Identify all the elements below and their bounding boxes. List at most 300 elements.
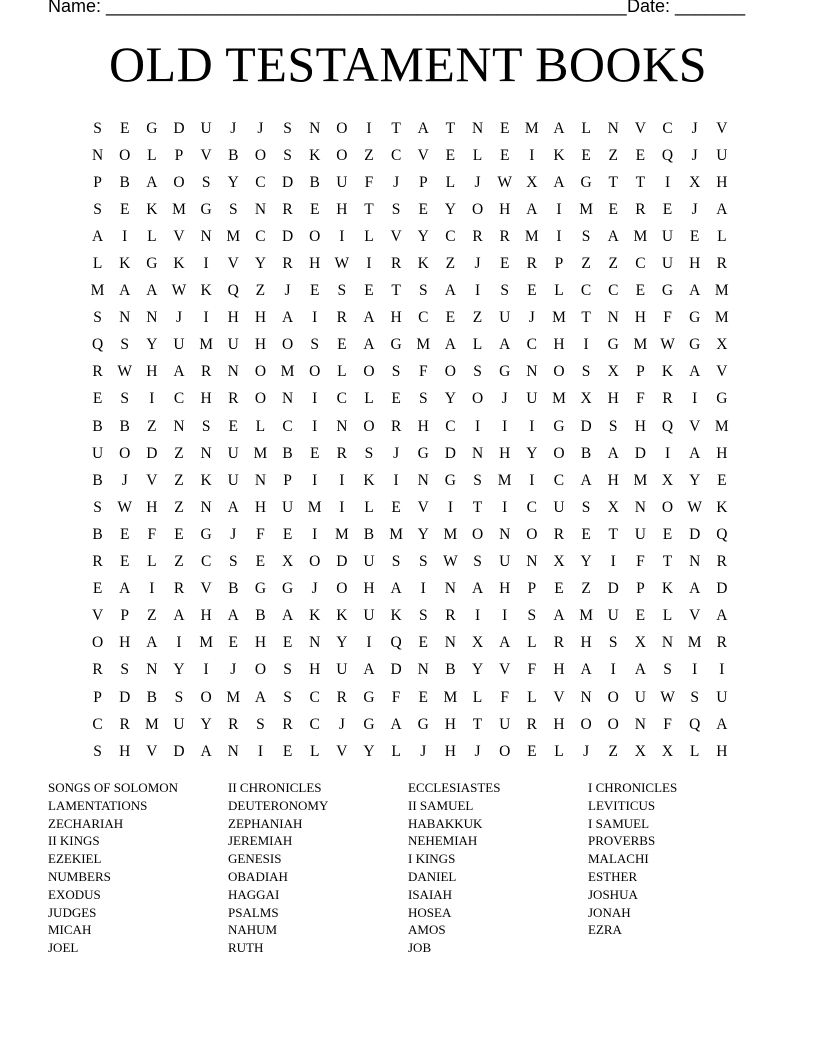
date-field-label: Date: _______ xyxy=(627,0,746,16)
grid-letter: Q xyxy=(661,417,674,435)
grid-letter: Y xyxy=(227,173,239,191)
grid-letter: U xyxy=(526,390,538,408)
grid-letter: P xyxy=(93,688,102,706)
grid-letter: C xyxy=(445,227,456,245)
grid-letter: S xyxy=(93,200,102,218)
grid-letter: G xyxy=(607,336,619,354)
grid-letter: E xyxy=(418,200,428,218)
grid-letter: M xyxy=(633,336,648,354)
grid-letter: O xyxy=(661,498,674,516)
page-title: OLD TESTAMENT BOOKS xyxy=(108,36,708,92)
grid-letter: L xyxy=(364,390,374,408)
grid-letter: O xyxy=(309,363,321,381)
grid-letter: S xyxy=(500,282,509,300)
grid-letter: K xyxy=(417,255,429,273)
word-list-item: II KINGS xyxy=(48,833,100,849)
grid-letter: E xyxy=(309,282,320,300)
word-list-column xyxy=(588,779,768,957)
grid-letter: V xyxy=(716,119,728,137)
grid-letter: J xyxy=(393,444,400,462)
grid-letter: E xyxy=(554,580,564,598)
grid-letter: S xyxy=(337,282,347,300)
grid-letter: I xyxy=(420,580,426,598)
grid-letter: M xyxy=(389,525,404,543)
grid-letter: E xyxy=(119,525,130,543)
grid-letter: Y xyxy=(254,255,267,273)
word-list-item: DEUTERONOMY xyxy=(228,797,329,813)
word-search-grid xyxy=(84,115,735,765)
grid-letter: I xyxy=(610,553,616,571)
grid-letter: F xyxy=(418,363,428,381)
word-list-item: ECCLESIASTES xyxy=(408,780,501,795)
grid-letter: S xyxy=(391,363,401,381)
grid-letter: N xyxy=(91,146,104,164)
grid-letter: O xyxy=(363,363,375,381)
grid-letter: U xyxy=(553,498,565,516)
grid-letter: I xyxy=(339,471,345,489)
word-list-item: MALACHI xyxy=(588,851,649,867)
grid-letter: D xyxy=(634,444,646,462)
grid-letter: G xyxy=(689,336,701,354)
grid-letter: D xyxy=(146,444,158,462)
grid-letter: S xyxy=(473,471,482,489)
grid-letter: A xyxy=(553,119,565,137)
grid-letter: S xyxy=(663,661,672,679)
word-list-item: HOSEA xyxy=(408,904,452,920)
grid-letter: W xyxy=(171,282,187,300)
grid-letter: H xyxy=(553,661,565,679)
grid-letter: E xyxy=(662,525,673,543)
grid-letter: E xyxy=(581,146,591,164)
grid-letter: N xyxy=(200,444,212,462)
grid-letter: I xyxy=(203,309,209,327)
grid-letter: G xyxy=(200,200,212,218)
grid-letter: W xyxy=(687,498,702,516)
grid-letter: H xyxy=(200,607,212,625)
grid-letter: R xyxy=(92,553,103,571)
grid-letter: H xyxy=(417,417,429,435)
grid-letter: S xyxy=(120,661,130,679)
word-list-column xyxy=(48,779,228,957)
grid-letter: S xyxy=(391,200,401,218)
grid-letter: G xyxy=(661,282,674,300)
grid-letter: S xyxy=(201,173,211,191)
grid-letter: K xyxy=(146,200,158,218)
word-list-item: PSALMS xyxy=(228,904,279,920)
grid-letter: R xyxy=(200,363,212,381)
grid-letter: V xyxy=(146,742,158,760)
grid-letter: B xyxy=(119,417,130,435)
grid-letter: U xyxy=(173,336,185,354)
grid-letter: S xyxy=(581,498,591,516)
word-list-item: EZEKIEL xyxy=(48,851,102,867)
grid-letter: K xyxy=(200,282,212,300)
grid-letter: S xyxy=(201,417,211,435)
grid-letter: Y xyxy=(444,390,456,408)
grid-letter: B xyxy=(228,146,239,164)
word-list-item: JOSHUA xyxy=(588,886,638,902)
grid-letter: E xyxy=(418,688,428,706)
grid-letter: E xyxy=(445,146,456,164)
grid-letter: M xyxy=(144,715,159,733)
grid-letter: U xyxy=(91,444,104,462)
grid-letter: R xyxy=(472,227,483,245)
grid-letter: R xyxy=(336,688,347,706)
grid-letter: B xyxy=(580,444,592,462)
grid-letter: H xyxy=(499,580,511,598)
grid-letter: C xyxy=(390,146,402,164)
grid-letter: E xyxy=(581,525,591,543)
grid-letter: Z xyxy=(147,607,157,625)
grid-letter: S xyxy=(581,227,591,245)
grid-letter: U xyxy=(716,688,728,706)
grid-letter: O xyxy=(471,525,484,543)
grid-letter: D xyxy=(716,580,728,598)
grid-letter: R xyxy=(445,607,456,625)
grid-letter: M xyxy=(443,688,458,706)
grid-letter: G xyxy=(689,309,701,327)
grid-letter: V xyxy=(390,227,402,245)
word-list-item: LEVITICUS xyxy=(588,797,656,813)
grid-letter: O xyxy=(254,390,267,408)
grid-letter: E xyxy=(337,336,347,354)
grid-letter: A xyxy=(607,227,619,245)
grid-letter: D xyxy=(173,119,185,137)
grid-letter: N xyxy=(336,417,348,435)
grid-letter: P xyxy=(527,580,537,598)
grid-letter: Z xyxy=(581,580,591,598)
grid-letter: V xyxy=(634,119,646,137)
grid-letter: M xyxy=(172,200,186,218)
grid-letter: C xyxy=(173,390,185,408)
grid-letter: K xyxy=(309,146,321,164)
grid-letter: I xyxy=(149,390,155,408)
grid-letter: O xyxy=(254,146,267,164)
grid-letter: T xyxy=(445,119,456,137)
grid-letter: A xyxy=(580,471,592,489)
grid-letter: Y xyxy=(146,336,158,354)
grid-letter: F xyxy=(636,553,645,571)
grid-letter: S xyxy=(608,634,618,652)
grid-letter: N xyxy=(254,200,267,218)
grid-letter: I xyxy=(583,336,589,354)
grid-letter: S xyxy=(527,607,537,625)
word-list-item: HABAKKUK xyxy=(408,815,483,831)
grid-letter: N xyxy=(200,498,212,516)
grid-letter: I xyxy=(447,498,453,516)
grid-letter: L xyxy=(472,146,483,164)
grid-letter: A xyxy=(444,282,456,300)
grid-letter: O xyxy=(499,742,511,760)
grid-letter: S xyxy=(418,553,428,571)
grid-letter: E xyxy=(119,200,130,218)
grid-letter: A xyxy=(363,309,375,327)
grid-letter: S xyxy=(93,309,102,327)
grid-letter: O xyxy=(471,200,484,218)
grid-letter: A xyxy=(119,580,131,598)
grid-letter: O xyxy=(363,417,375,435)
grid-letter: Y xyxy=(580,553,592,571)
grid-letter: S xyxy=(608,417,618,435)
grid-letter: M xyxy=(443,525,458,543)
grid-letter: B xyxy=(92,417,103,435)
grid-letter: E xyxy=(689,227,700,245)
grid-letter: Y xyxy=(417,525,429,543)
grid-letter: M xyxy=(226,688,241,706)
grid-letter: I xyxy=(312,390,318,408)
word-list-item: HAGGAI xyxy=(228,886,280,902)
grid-letter: U xyxy=(227,444,239,462)
grid-letter: L xyxy=(662,607,673,625)
grid-letter: H xyxy=(254,498,267,516)
grid-letter: M xyxy=(497,471,512,489)
grid-letter: X xyxy=(580,390,592,408)
word-list-item: OBADIAH xyxy=(228,868,288,884)
grid-letter: L xyxy=(717,227,727,245)
grid-letter: H xyxy=(146,363,158,381)
grid-letter: I xyxy=(149,580,155,598)
grid-letter: V xyxy=(200,146,212,164)
grid-letter: C xyxy=(662,119,673,137)
grid-letter: K xyxy=(363,471,375,489)
grid-letter: H xyxy=(716,173,728,191)
grid-letter: O xyxy=(553,363,565,381)
grid-letter: L xyxy=(554,742,564,760)
grid-letter: P xyxy=(554,255,564,273)
grid-letter: L xyxy=(554,282,564,300)
grid-letter: P xyxy=(283,471,292,489)
word-list-item: SONGS OF SOLOMON xyxy=(48,780,179,795)
grid-letter: H xyxy=(119,742,131,760)
grid-letter: T xyxy=(662,553,673,571)
grid-letter: E xyxy=(662,200,673,218)
grid-letter: L xyxy=(364,227,374,245)
word-list-item: EZRA xyxy=(588,922,622,938)
grid-letter: E xyxy=(499,119,510,137)
grid-letter: H xyxy=(444,742,456,760)
grid-letter: O xyxy=(309,553,321,571)
grid-letter: S xyxy=(256,715,265,733)
grid-letter: R xyxy=(282,715,293,733)
grid-letter: L xyxy=(581,119,591,137)
grid-letter: L xyxy=(527,634,537,652)
grid-letter: V xyxy=(689,417,701,435)
grid-letter: Q xyxy=(689,715,701,733)
grid-letter: N xyxy=(417,471,429,489)
grid-letter: N xyxy=(444,634,456,652)
grid-letter: E xyxy=(418,634,428,652)
grid-letter: Z xyxy=(174,498,184,516)
grid-letter: G xyxy=(363,715,375,733)
grid-letter: S xyxy=(93,498,102,516)
grid-letter: R xyxy=(336,309,347,327)
grid-letter: I xyxy=(719,661,725,679)
grid-letter: A xyxy=(716,715,728,733)
grid-letter: N xyxy=(661,634,674,652)
grid-letter: S xyxy=(228,553,238,571)
grid-letter: Z xyxy=(581,255,591,273)
grid-letter: K xyxy=(716,498,728,516)
grid-letter: O xyxy=(580,715,592,733)
grid-letter: A xyxy=(607,444,619,462)
grid-letter: J xyxy=(528,309,535,327)
grid-letter: S xyxy=(391,553,401,571)
grid-letter: N xyxy=(634,498,646,516)
grid-letter: K xyxy=(661,580,674,598)
grid-letter: E xyxy=(635,282,646,300)
grid-letter: D xyxy=(689,525,701,543)
grid-letter: U xyxy=(499,715,511,733)
word-list-item: II CHRONICLES xyxy=(228,780,322,795)
grid-letter: H xyxy=(716,742,728,760)
grid-letter: W xyxy=(443,553,458,571)
grid-letter: S xyxy=(473,363,482,381)
grid-letter: C xyxy=(553,471,565,489)
grid-letter: Y xyxy=(336,634,348,652)
grid-letter: E xyxy=(391,390,401,408)
grid-letter: N xyxy=(607,119,619,137)
grid-letter: S xyxy=(93,119,102,137)
grid-letter: U xyxy=(281,498,294,516)
grid-letter: A xyxy=(119,282,131,300)
grid-letter: I xyxy=(474,282,481,300)
grid-letter: W xyxy=(497,173,512,191)
word-list-item: GENESIS xyxy=(228,851,282,867)
grid-letter: M xyxy=(199,634,214,652)
grid-letter: H xyxy=(309,661,321,679)
grid-letter: R xyxy=(119,715,130,733)
grid-letter: B xyxy=(363,525,375,543)
grid-letter: H xyxy=(553,336,565,354)
grid-letter: R xyxy=(282,200,293,218)
grid-letter: R xyxy=(553,525,565,543)
grid-letter: A xyxy=(390,715,402,733)
grid-letter: R xyxy=(336,444,347,462)
grid-letter: E xyxy=(499,255,510,273)
grid-letter: H xyxy=(499,444,511,462)
word-list-item: LAMENTATIONS xyxy=(48,797,148,813)
grid-letter: K xyxy=(390,607,402,625)
grid-letter: J xyxy=(474,742,481,760)
grid-letter: Q xyxy=(716,525,728,543)
grid-letter: C xyxy=(526,498,537,516)
grid-letter: D xyxy=(390,661,402,679)
grid-letter: F xyxy=(256,525,265,543)
grid-letter: E xyxy=(608,200,618,218)
grid-letter: M xyxy=(714,282,729,300)
grid-letter: E xyxy=(309,200,320,218)
grid-letter: A xyxy=(634,661,646,679)
grid-letter: Y xyxy=(689,471,701,489)
grid-letter: V xyxy=(499,661,511,679)
grid-letter: X xyxy=(607,498,619,516)
grid-letter: L xyxy=(689,742,700,760)
grid-letter: K xyxy=(173,255,185,273)
grid-letter: P xyxy=(636,363,645,381)
grid-letter: V xyxy=(716,363,728,381)
word-list-item: I KINGS xyxy=(408,851,456,867)
grid-letter: R xyxy=(228,715,239,733)
grid-letter: T xyxy=(608,173,618,191)
grid-letter: M xyxy=(633,227,648,245)
grid-letter: M xyxy=(552,390,566,408)
grid-letter: A xyxy=(444,336,456,354)
grid-letter: R xyxy=(662,390,673,408)
grid-letter: U xyxy=(499,309,511,327)
grid-letter: I xyxy=(312,417,318,435)
grid-letter: Z xyxy=(255,282,266,300)
grid-letter: Y xyxy=(363,742,375,760)
grid-letter: I xyxy=(312,471,318,489)
grid-letter: V xyxy=(417,146,429,164)
grid-letter: X xyxy=(716,336,728,354)
grid-letter: S xyxy=(120,390,130,408)
grid-letter: Z xyxy=(608,146,618,164)
grid-letter: Q xyxy=(91,336,104,354)
word-list-item: II SAMUEL xyxy=(408,797,474,813)
grid-letter: E xyxy=(282,634,293,652)
grid-letter: A xyxy=(580,661,592,679)
grid-letter: H xyxy=(254,309,267,327)
grid-letter: B xyxy=(92,471,103,489)
word-list-item: I CHRONICLES xyxy=(588,780,678,795)
grid-letter: I xyxy=(502,498,508,516)
grid-letter: L xyxy=(472,688,483,706)
grid-letter: E xyxy=(228,417,238,435)
grid-letter: Z xyxy=(147,417,157,435)
grid-letter: L xyxy=(92,255,103,273)
grid-letter: U xyxy=(200,119,212,137)
word-list-item: NEHEMIAH xyxy=(408,833,478,849)
grid-letter: U xyxy=(336,173,348,191)
grid-letter: R xyxy=(716,553,727,571)
grid-letter: E xyxy=(391,498,401,516)
grid-letter: X xyxy=(281,553,294,571)
grid-letter: V xyxy=(417,498,429,516)
grid-letter: P xyxy=(120,607,130,625)
grid-letter: I xyxy=(203,255,209,273)
grid-letter: E xyxy=(92,580,103,598)
grid-letter: V xyxy=(200,580,212,598)
grid-letter: R xyxy=(228,390,239,408)
grid-letter: D xyxy=(336,553,348,571)
grid-letter: O xyxy=(91,634,104,652)
grid-letter: F xyxy=(364,173,374,191)
grid-letter: O xyxy=(119,444,131,462)
grid-letter: I xyxy=(203,661,209,679)
grid-letter: I xyxy=(312,525,318,543)
grid-letter: R xyxy=(92,363,103,381)
grid-letter: P xyxy=(93,173,102,191)
grid-letter: A xyxy=(363,336,375,354)
grid-letter: S xyxy=(228,200,238,218)
grid-letter: N xyxy=(227,363,239,381)
grid-letter: H xyxy=(634,417,646,435)
grid-letter: C xyxy=(255,173,266,191)
grid-letter: M xyxy=(714,417,729,435)
grid-letter: G xyxy=(716,390,728,408)
grid-letter: U xyxy=(634,688,646,706)
grid-letter: E xyxy=(635,607,646,625)
grid-letter: P xyxy=(418,173,428,191)
word-list-item: JONAH xyxy=(588,904,631,920)
word-list-item: EXODUS xyxy=(48,886,101,902)
grid-letter: I xyxy=(366,119,372,137)
grid-letter: Z xyxy=(608,255,618,273)
grid-letter: F xyxy=(663,715,672,733)
grid-letter: M xyxy=(633,471,648,489)
grid-letter: M xyxy=(579,200,593,218)
